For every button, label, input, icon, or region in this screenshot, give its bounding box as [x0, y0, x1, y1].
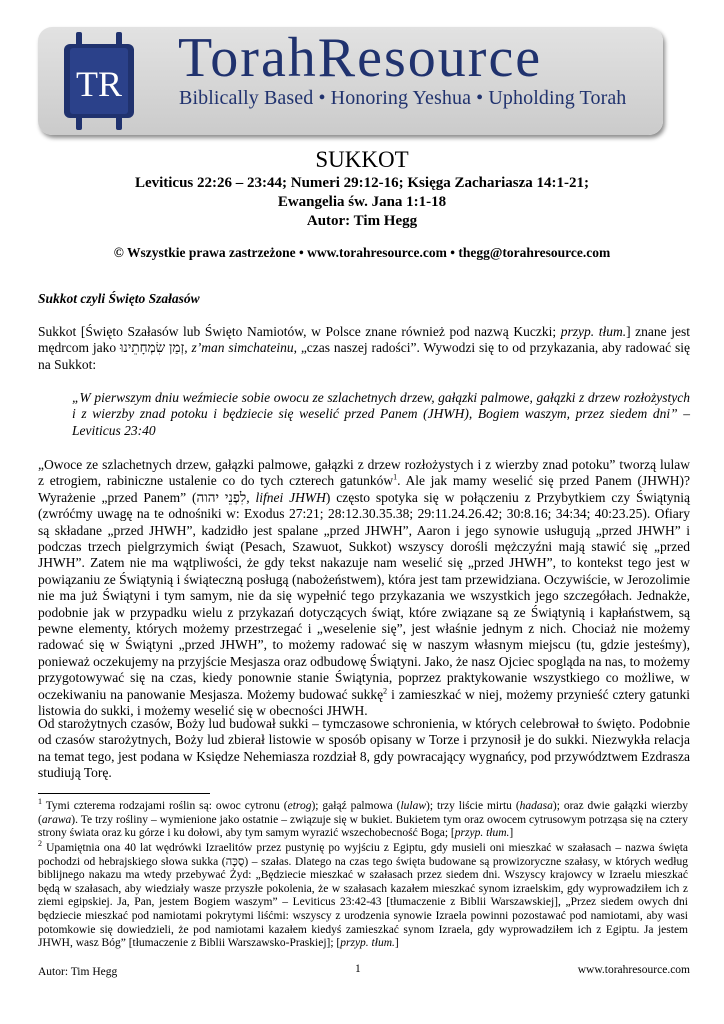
paragraph-history: Od starożytnych czasów, Boży lud budował sukki – tymczasowe schronienia, w których celebrował to święto. Podobnie od czasów starożytnych, Boży lud zbierał listowie w sposób opisany w Torze i przynosił je do sukki. Niezwykła relacja na temat tego, jest podana w Księdze Nehemiasza rozdział 8, gdy powracający wygnańcy, pod przywództwem Ezdrasza studiują Torę.	[38, 716, 690, 781]
block-quote: „W pierwszym dniu weźmiecie sobie owocu ze szlachetnych drzew, gałązki palmowe, gałązki z drzew rozłożystych i z wierzby znad potoku i będziecie się weselić przed Panem (JHWH), Bogiem waszym, przez siedem dni” – Leviticus 23:40	[72, 390, 690, 438]
footnote-1: $^1$ Tymi czterema rodzajami roślin są: owoc cytronu (etrog); gałąź palmowa (lulaw); trzy liście mirtu (hadasa); oraz dwie gałązki wierzby (arawa). Te trzy rośliny – wymienione jako ostatnie – związuje się w bukiet. Bukietem tym oraz owocem cytrusowym potrząsa się na cztery strony świata oraz ku górze i ku dołowi, aby tym samym wyrazić wszechobecność Boga; [przyp. tłum.]	[38, 797, 688, 840]
footer-author: Autor: Tim Hegg	[38, 966, 118, 978]
paragraph-main: „Owoce ze szlachetnych drzew, gałązki palmowe, gałązki z drzew rozłożystych i z wierzby znad potoku” tworzą lulaw z etrogiem, rabiniczne ustalenie co do tych czterech gatunków$^1$. Ale jak mamy weselić się przed Panem (JHWH)? Wyrażenie „przed Panem” (לִפְנֵי יהוה, lifnei JHWH) często spotyka się w połączeniu z Przybytkiem czy Świątynią (zwróćmy uwagę na te odnośniki w: Exodus 27:21; 28:12.30.35.38; 29:11.24.26.42; 30:8.16; 34:34; 40:23.25). Ofiary są składane „przed JHWH”, kadzidło jest spalane „przed JHWH”, Aaron i jego synowie usługują „przed JHWH” i podczas trzech pielgrzymich świąt (Pesach, Szawuot, Sukkot) wszyscy dorośli mężczyźni mają stawić się „przed JHWH”. Zatem nie ma wątpliwości, że gdy tekst nakazuje nam weselić się „przed JHWH”, to kontekst tego jest w powiązaniu ze Świątynią i świąteczną posługą (nabożeństwem), która jest tam przewidziana. Oczywiście, w Jerozolimie nie ma już Świątyni i tym samym, nie da się wypełnić tego przykazania we wszystkich jego szczegółach. Jednakże, podobnie jak w przypadku wielu z przykazań dotyczących świąt, które związane są ze Świątynią i kapłaństwem, są pewne elementy, których możemy przestrzegać i „weselenie się”, jest właśnie jednym z nich. Chociaż nie możemy radować się w Świątyni „przed JHWH”, to możemy radować się w naszym własnym miejscu (tu, gdzie jesteśmy), ponieważ oczekujemy na przyjście Mesjasza oraz odbudowę Świątyni. Jako, że nasz Ojciec spogląda na nas, to możemy przygotowywać się na czas, kiedy ponownie stanie Świątynia, poprzez praktykowanie wszystkiego co możliwe, w oczekiwaniu na panowanie Mesjasza. Możemy budować sukkę$^2$ i zamieszkać w niej, możemy przynieść cztery gatunki listowia do sukki, i możemy weselić się w obecności JHWH.	[38, 457, 691, 719]
readings-line-2: Ewangelia św. Jana 1:1-18	[277, 194, 447, 210]
brand-name: TorahResource	[178, 27, 543, 89]
brand-tagline: Biblically Based • Honoring Yeshua • Upholding Torah	[179, 87, 627, 109]
footer-website: www.torahresource.com	[577, 964, 690, 976]
hebrew-text: לִפְנֵי יהוה	[196, 489, 247, 505]
page-number: 1	[355, 963, 361, 975]
page-title: SUKKOT	[315, 147, 409, 172]
header-banner	[38, 27, 663, 135]
paragraph-intro: Sukkot [Święto Szałasów lub Święto Namiotów, w Polsce znane również pod nazwą Kuczki; przyp. tłum.] znane jest mędrcom jako זְמַן שִׂמְחָתֵינוּ, z’man simchateinu, „czas naszej radości”. Wywodzi się to od przykazania, aby radować się na Sukkot:	[38, 324, 691, 372]
footnote-ref-1[interactable]: 1	[393, 472, 398, 482]
footnote-divider	[38, 793, 210, 794]
title-block	[0, 146, 724, 231]
author-line: Autor: Tim Hegg	[306, 213, 418, 229]
footnote-ref-2[interactable]: 2	[383, 686, 388, 696]
torahresource-logo-icon	[58, 32, 140, 130]
readings-line-1: Leviticus 22:26 – 23:44; Numeri 29:12-16; Księga Zachariasza 14:1-21;	[134, 175, 590, 191]
footnote-2: $^2$ Upamiętnia ona 40 lat wędrówki Izraelitów przez pustynię po wyjściu z Egiptu, gdy musieli oni mieszkać w szałasach – nazwa święta pochodzi od hebrajskiego słowa sukka (סֻכָּה) – szałas. Dlatego na czas tego święta budowane są prowizoryczne szałasy, w których według biblijnego nakazu ma wtedy przebywać Żyd: „Będziecie mieszkać w szałasach przez siedem dni. Wszyscy krajowcy w Izraelu mieszkać będą w szałasach, aby wiedziały wasze przyszłe pokolenia, że w szałasach kazałem mieszkać synom izraelskim, gdy wyprowadziłem ich z ziemi egipskiej. Ja, Pan, jestem Bogiem waszym” – Leviticus 23:42-43 [tłumaczenie z Biblii Warszawskiej], „Przez siedem owych dni będziecie mieszkać pod namiotami pokrytymi liśćmi: wszyscy z urodzenia synowie Izraela powinni pozostawać pod namiotami, aby wasi potomkowie się dowiedzieli, że pod namiotami kazałem kiedyś zamieszkać synom Izraela, gdy wyprowadziłem ich z Egiptu. Ja jestem JHWH, wasz Bóg” [tłumaczenie z Biblii Warszawsko-Praskiej]; [przyp. tłum.]	[38, 839, 688, 950]
copyright-line: © Wszystkie prawa zastrzeżone • www.torahresource.com • thegg@torahresource.com	[113, 245, 611, 260]
hebrew-text: זְמַן שִׂמְחָתֵינוּ	[119, 340, 185, 356]
logo-letters: TR	[75, 64, 123, 104]
hebrew-text: סֻכָּה	[225, 855, 245, 868]
section-heading: Sukkot czyli Święto Szałasów	[38, 291, 200, 306]
